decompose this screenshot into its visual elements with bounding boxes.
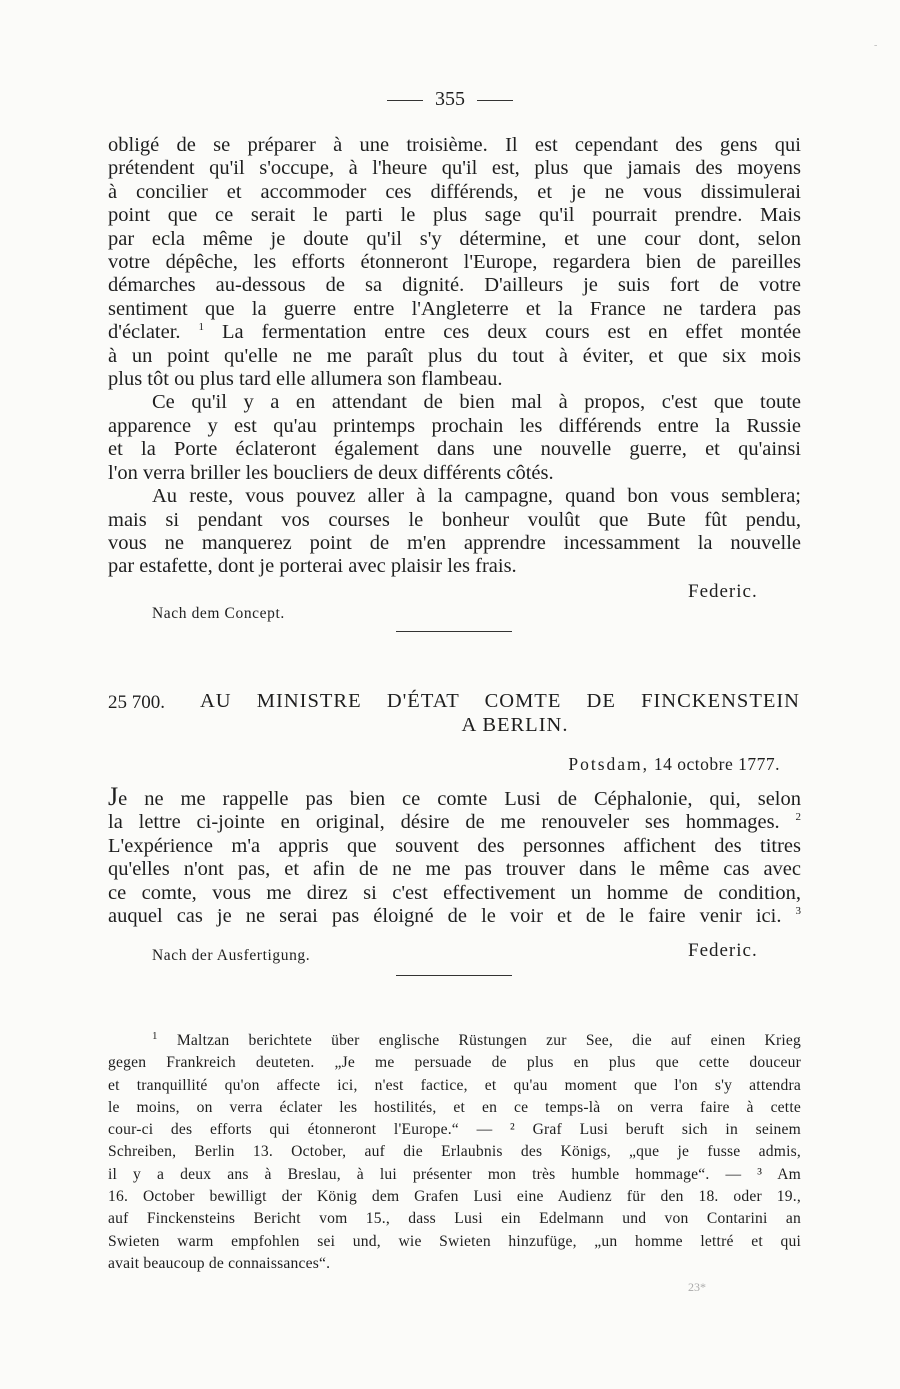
text-fragment: auquel cas je ne serai pas éloigné de le voir et de le faire venir ici. [108,905,782,928]
letter-body [108,782,802,928]
footnote-line: gegen Frankreich deuteten. „Je me persuade de plus en plus que cette douceur [108,1054,801,1072]
text-line: Au reste, vous pouvez aller à la campagne, quand bon vous semblera; [152,485,801,508]
text-fragment: e ne me rappelle pas bien ce comte Lusi de Céphalonie, qui, selon [118,788,801,810]
text-line [108,905,801,928]
text-line [108,811,801,834]
letter-addressee: AU MINISTRE D'ÉTAT COMTE DE FINCKENSTEIN [200,690,800,712]
text-line: mais si pendant vos courses le bonheur voulût que Bute fût pendu, [108,508,801,531]
text-line: obligé de se préparer à une troisième. Il est cependant des gens qui [108,134,801,156]
text-line: point que ce serait le parti le plus sage qu'il pourrait prendre. Mais [108,204,801,227]
sheet-signature: 23* [688,1280,706,1294]
footnote-line: et tranquillité qu'on affecte ici, n'est factice, et qu'au moment que l'on s'y attendra [108,1076,801,1094]
signature: Federic. [688,581,758,602]
text-line: démarches au-dessous de sa dignité. D'ailleurs je suis fort de votre [108,274,801,297]
footnote-line: auf Finckensteins Bericht vom 15., dass Lusi ein Edelmann und von Contarini an [108,1210,801,1228]
footnote-line: il y a deux ans à Breslau, à lui présenter mon très humble hommage“. — ³ Am [108,1165,801,1183]
footnote-line: cour-ci des efforts qui étonneront l'Europe.“ — ² Graf Lusi beruft sich in seinem [108,1121,801,1139]
text-line [108,782,801,811]
letter-continuation-body [108,134,801,579]
footnote-marker: 1 [152,1029,158,1042]
footnote-line: Swieten warm empfohlen sei und, wie Swieten hinzufüge, „un homme lettré et qui [108,1232,801,1250]
text-line: plus tôt ou plus tard elle allumera son flambeau. [108,368,503,391]
signature: Federic. [688,940,758,961]
text-line: par estafette, dont je porterai avec plaisir les frais. [108,555,517,578]
running-head-dash-right [477,100,513,101]
footnotes [108,1030,801,1275]
text-line: Ce qu'il y a en attendant de bien mal à propos, c'est que toute [152,391,801,414]
separator-rule [396,975,512,976]
text-fragment: la lettre ci-jointe en original, désire de me renouveler ses hommages. [108,811,780,834]
separator-rule [396,631,512,632]
letter-heading [200,689,800,737]
text-line: ce comte, vous me direz si c'est effectivement un homme de condition, [108,881,801,904]
text-line: votre dépêche, les efforts étonneront l'Europe, regardera bien de pareilles [108,251,801,274]
text-fragment: La fermentation entre ces deux cours est en effet montée [222,321,802,344]
text-fragment: Maltzan berichtete über englische Rüstungen zur See, die auf einen Krieg [176,1032,801,1049]
footnote-marker: 2 [795,811,801,824]
footnote-line [108,1030,801,1052]
text-line: sentiment que la guerre entre l'Angleterre et la France ne tardera pas [108,297,801,320]
footnote-line: Schreiben, Berlin 13. October, auf die Erlaubnis des Königs, „que je fusse admis, [108,1143,801,1161]
letter-destination: A BERLIN. [461,714,569,736]
footnote-marker: 1 [198,321,205,334]
place-date [568,754,780,775]
letter-number: 25 700. [108,692,165,713]
edge-mark: - [874,40,878,51]
source-note: Nach dem Concept. [152,605,285,622]
footnote-line: avait beaucoup de connaissances“. [108,1254,331,1272]
text-line: vous ne manquerez point de m'en apprendre incessamment la nouvelle [108,531,801,554]
footnote-marker: 3 [795,905,802,918]
page-number: 355 [435,88,465,110]
text-line: à un point qu'elle ne me paraît plus du tout à éviter, et que six mois [108,344,801,367]
text-line: apparence y est qu'au printemps prochain les différends entre la Russie [108,414,801,437]
text-line: à concilier et accommoder ces différends, et je ne vous dissimulerai [108,180,801,203]
text-line: par ecla même je doute qu'il s'y détermine, et une cour dont, selon [108,227,801,250]
date: 14 octobre 1777. [653,754,780,774]
text-fragment: d'éclater. [108,321,181,344]
text-line: prétendent qu'il s'occupe, à l'heure qu'il est, plus que jamais des moyens [108,157,801,180]
running-head [0,88,900,111]
text-line: L'expérience m'a appris que souvent des personnes affichent des titres [108,834,801,857]
text-line: qu'elles n'ont pas, et afin de ne me pas trouver dans le même cas avec [108,858,801,881]
source-note: Nach der Ausfertigung. [152,947,311,964]
place: Potsdam, [568,754,650,774]
text-line: l'on verra briller les boucliers de deux différents côtés. [108,461,554,484]
footnote-line: le moins, on verra éclater les hostilités, et en ce temps-là on verra faire à cette [108,1098,801,1116]
running-head-dash-left [387,100,423,101]
footnote-line: 16. October bewilligt der König dem Grafen Lusi eine Audienz für den 18. oder 19., [108,1188,801,1206]
text-line: et la Porte éclateront également dans une nouvelle guerre, et qu'ainsi [108,438,801,461]
text-line [108,321,801,344]
initial-letter: J [108,782,119,811]
